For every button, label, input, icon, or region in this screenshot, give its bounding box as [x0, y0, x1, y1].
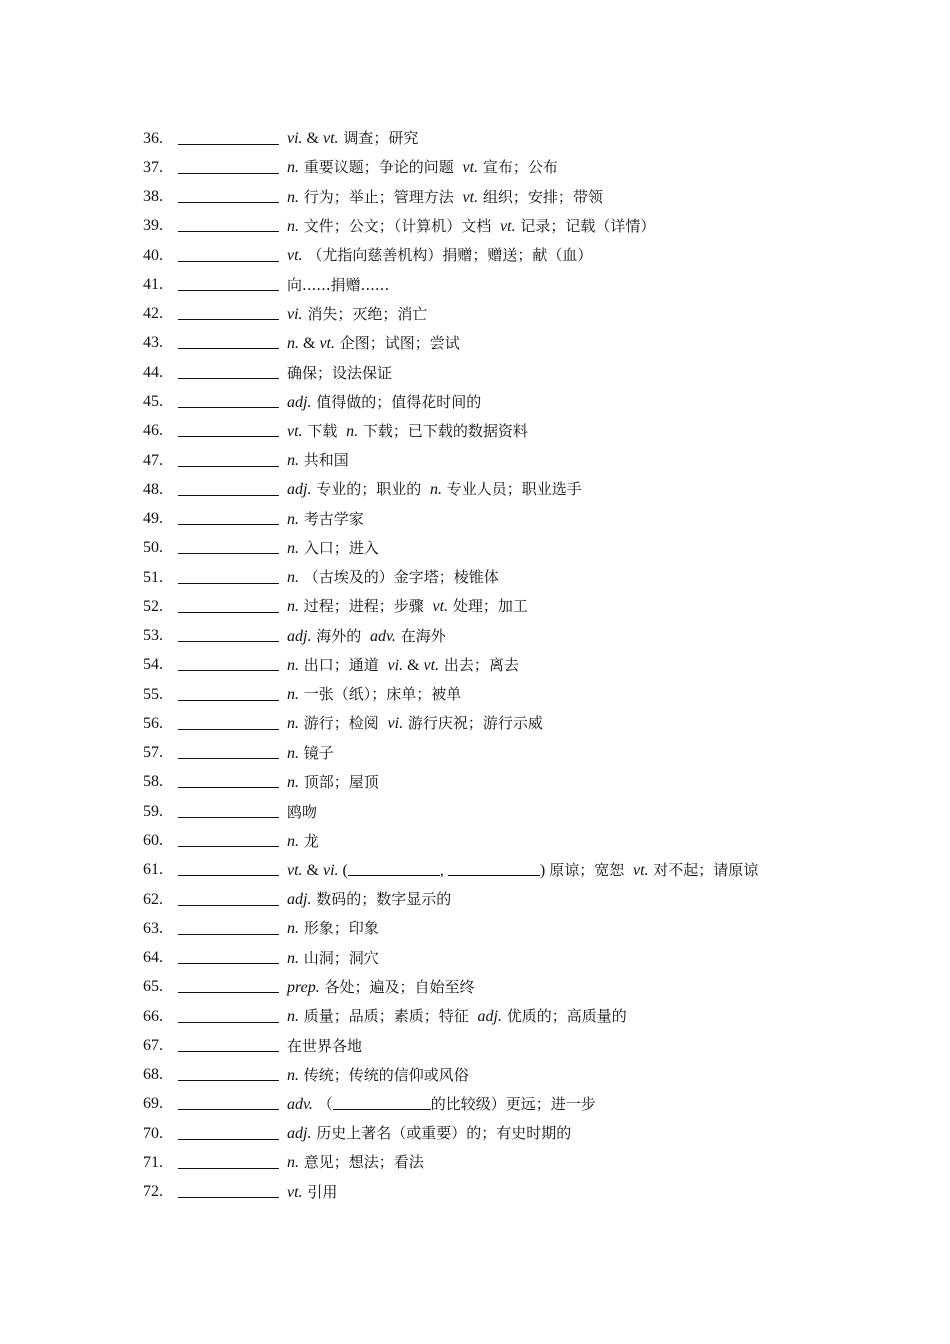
item-number: 60.	[143, 832, 163, 849]
definition-text: 游行庆祝；游行示威	[403, 714, 543, 733]
answer-blank[interactable]	[178, 216, 279, 232]
vocab-item	[143, 329, 923, 358]
vocab-item	[143, 914, 923, 943]
inline-answer-blank[interactable]	[333, 1094, 431, 1110]
item-number: 40.	[143, 246, 163, 264]
item-number: 57.	[143, 744, 163, 762]
part-of-speech: vi.	[287, 305, 303, 323]
part-of-speech: n.	[287, 598, 299, 616]
definition-text: 行为；举止；管理方法	[299, 187, 459, 206]
definition	[287, 713, 543, 734]
vocab-item	[143, 973, 923, 1002]
definition-text: 传统；传统的信仰或风俗	[299, 1065, 469, 1084]
definition-text: 企图；试图；尝试	[335, 333, 460, 352]
item-number: 41.	[143, 275, 163, 293]
definition-text: ,	[439, 862, 448, 880]
definition-text: 记录；记载（详情）	[515, 216, 656, 235]
definition-text: 山洞；洞穴	[299, 948, 379, 967]
vocab-item	[143, 417, 923, 446]
item-number: 70.	[143, 1124, 163, 1142]
definition-text: 出口；通道	[299, 655, 384, 674]
answer-blank[interactable]	[178, 129, 279, 145]
part-of-speech: n.	[287, 949, 299, 967]
definition-text: （尤指向慈善机构）捐赠；赠送；献（血）	[302, 246, 593, 265]
part-of-speech: vt.	[287, 247, 303, 265]
item-number: 65.	[143, 978, 163, 996]
answer-blank[interactable]	[178, 421, 279, 437]
definition	[287, 977, 475, 998]
part-of-speech: vt.	[287, 862, 303, 880]
answer-blank[interactable]	[178, 626, 279, 642]
definition-text: )	[539, 862, 550, 880]
vocab-item	[143, 856, 923, 885]
definition	[287, 245, 592, 266]
item-number: 59.	[143, 802, 163, 820]
vocab-item	[143, 768, 923, 797]
definition-text: （古埃及的）金字塔；棱锥体	[299, 568, 499, 587]
part-of-speech: vt.	[287, 422, 303, 440]
item-number: 63.	[143, 919, 163, 937]
vocab-item	[143, 183, 923, 212]
vocab-item	[143, 212, 923, 241]
answer-blank[interactable]	[178, 1094, 279, 1110]
answer-blank[interactable]	[178, 743, 279, 759]
definition-text: 质量；品质；素质；特征	[299, 1007, 474, 1026]
answer-blank[interactable]	[178, 1036, 279, 1052]
definition-text: 各处；遍及；自始至终	[319, 977, 475, 996]
part-of-speech: vi.	[323, 862, 339, 880]
answer-blank[interactable]	[178, 275, 279, 291]
definition-text: 在海外	[395, 626, 446, 645]
answer-blank[interactable]	[178, 246, 279, 262]
part-of-speech: vt.	[323, 130, 339, 148]
vocab-item	[143, 1178, 923, 1207]
answer-blank[interactable]	[178, 714, 279, 730]
answer-blank[interactable]	[178, 538, 279, 554]
answer-blank[interactable]	[178, 919, 279, 935]
item-number: 55.	[143, 685, 163, 703]
definition-text: （	[312, 1095, 333, 1114]
vocab-item	[143, 1119, 923, 1148]
inline-answer-blank[interactable]	[448, 860, 540, 876]
definition-text: 优质的；高质量的	[502, 1007, 627, 1026]
definition	[287, 567, 499, 588]
part-of-speech: n.	[287, 1008, 299, 1026]
item-number: 72.	[143, 1183, 163, 1201]
item-number: 45.	[143, 393, 163, 411]
part-of-speech: n.	[287, 334, 299, 352]
part-of-speech: n.	[342, 422, 359, 440]
definition	[287, 772, 379, 793]
vocab-item	[143, 241, 923, 270]
part-of-speech: n.	[287, 686, 299, 704]
vocab-item	[143, 739, 923, 768]
definition	[287, 596, 528, 617]
part-of-speech: prep.	[287, 978, 320, 996]
item-number: 47.	[143, 451, 163, 469]
part-of-speech: vt.	[628, 862, 649, 880]
definition-text: 重要议题；争论的问题	[299, 158, 459, 177]
answer-blank[interactable]	[178, 509, 279, 525]
vocab-item	[143, 1061, 923, 1090]
definition	[287, 948, 379, 969]
answer-blank[interactable]	[178, 977, 279, 993]
definition	[287, 1036, 362, 1056]
part-of-speech: n.	[287, 773, 299, 791]
answer-blank[interactable]	[178, 831, 279, 847]
item-number: 56.	[143, 714, 163, 732]
definition-text: 处理；加工	[448, 597, 528, 616]
definition-text: 原谅；宽恕	[549, 861, 629, 880]
part-of-speech: adj.	[287, 1125, 312, 1143]
part-of-speech: vt.	[319, 334, 335, 352]
part-of-speech: vt.	[458, 188, 479, 206]
definition	[287, 450, 349, 471]
part-of-speech: n.	[287, 920, 299, 938]
vocab-item	[143, 300, 923, 329]
answer-blank[interactable]	[178, 1065, 279, 1081]
definition-text: 历史上著名（或重要）的；有史时期的	[311, 1124, 572, 1143]
answer-blank[interactable]	[178, 158, 279, 174]
definition-text: 对不起；请原谅	[648, 861, 759, 880]
vocab-item	[143, 446, 923, 475]
answer-blank[interactable]	[178, 1182, 279, 1198]
vocab-item	[143, 709, 923, 738]
part-of-speech: vi.	[287, 130, 303, 148]
answer-blank[interactable]	[178, 392, 279, 408]
definition-text: 下载	[302, 421, 343, 440]
vocab-item	[143, 124, 923, 153]
part-of-speech: n.	[287, 744, 299, 762]
definition	[287, 128, 418, 149]
definition-text: 镜子	[299, 743, 334, 762]
definition	[287, 1065, 469, 1086]
item-number: 42.	[143, 305, 163, 323]
vocab-item	[143, 1002, 923, 1031]
answer-blank[interactable]	[178, 1153, 279, 1169]
item-number: 53.	[143, 627, 163, 645]
definition	[287, 187, 603, 208]
answer-blank[interactable]	[178, 802, 279, 818]
definition-text: 值得做的；值得花时间的	[311, 392, 482, 411]
vocabulary-list	[143, 124, 923, 1207]
definition-text: 在世界各地	[287, 1036, 363, 1055]
definition-text: 确保；设法保证	[287, 363, 393, 382]
item-number: 49.	[143, 510, 163, 528]
definition-text: 形象；印象	[299, 919, 379, 938]
definition-text: &	[299, 334, 320, 352]
answer-blank[interactable]	[178, 1124, 279, 1140]
definition-text: &	[302, 862, 323, 880]
answer-blank[interactable]	[178, 451, 279, 467]
definition	[287, 216, 655, 237]
definition-text: 下载；已下载的数据资料	[358, 421, 528, 440]
part-of-speech: vi.	[383, 715, 404, 733]
item-number: 67.	[143, 1036, 163, 1054]
vocab-item	[143, 826, 923, 855]
definition-text: 海外的	[311, 626, 366, 645]
definition	[287, 363, 392, 383]
vocab-item	[143, 534, 923, 563]
answer-blank[interactable]	[178, 772, 279, 788]
item-number: 71.	[143, 1153, 163, 1171]
item-number: 52.	[143, 597, 163, 615]
definition-text: 数码的；数字显示的	[311, 890, 452, 909]
definition-text: 的比较级）更远；进一步	[430, 1095, 596, 1114]
part-of-speech: n.	[426, 481, 442, 499]
definition	[287, 802, 317, 822]
definition	[287, 392, 481, 413]
definition-text: 过程；进程；步骤	[299, 597, 429, 616]
item-number: 58.	[143, 773, 163, 791]
part-of-speech: n.	[287, 569, 299, 587]
vocab-item	[143, 153, 923, 182]
definition-text: 专业人员；职业选手	[442, 480, 582, 499]
definition	[287, 831, 319, 852]
vocab-item	[143, 475, 923, 504]
definition-text: 专业的；职业的	[311, 480, 426, 499]
definition	[287, 1093, 596, 1115]
item-number: 50.	[143, 539, 163, 557]
item-number: 51.	[143, 568, 163, 586]
vocab-item	[143, 651, 923, 680]
part-of-speech: n.	[287, 217, 299, 235]
definition	[287, 859, 758, 881]
vocab-item	[143, 680, 923, 709]
vocab-item	[143, 622, 923, 651]
definition-text: 共和国	[299, 451, 349, 470]
item-number: 36.	[143, 129, 163, 147]
vocab-item	[143, 943, 923, 972]
definition	[287, 1182, 337, 1203]
definition-text: 龙	[299, 831, 319, 850]
vocab-item	[143, 358, 923, 387]
answer-blank[interactable]	[178, 860, 279, 876]
definition-text: 引用	[302, 1182, 338, 1201]
definition-text: 意见；想法；看法	[299, 1153, 424, 1172]
definition-text: &	[403, 656, 424, 674]
definition	[287, 1152, 424, 1173]
answer-blank[interactable]	[178, 480, 279, 496]
part-of-speech: n.	[287, 539, 299, 557]
inline-answer-blank[interactable]	[348, 860, 440, 876]
item-number: 38.	[143, 188, 163, 206]
answer-blank[interactable]	[178, 333, 279, 349]
part-of-speech: vt.	[287, 1183, 303, 1201]
part-of-speech: vt.	[496, 217, 516, 235]
part-of-speech: n.	[287, 832, 299, 850]
part-of-speech: vi.	[383, 656, 404, 674]
definition-text: 鸥吻	[287, 802, 318, 821]
part-of-speech: n.	[287, 1066, 299, 1084]
item-number: 54.	[143, 656, 163, 674]
part-of-speech: n.	[287, 159, 299, 177]
answer-blank[interactable]	[178, 304, 279, 320]
definition	[287, 684, 461, 705]
part-of-speech: adj.	[287, 393, 312, 411]
definition-text: 考古学家	[299, 509, 364, 528]
definition	[287, 304, 427, 325]
definition-text: 消失；灭绝；消亡	[302, 304, 428, 323]
answer-blank[interactable]	[178, 655, 279, 671]
item-number: 68.	[143, 1066, 163, 1084]
definition-text: 入口；进入	[299, 538, 379, 557]
answer-blank[interactable]	[178, 568, 279, 584]
definition	[287, 333, 460, 354]
answer-blank[interactable]	[178, 1007, 279, 1023]
definition-text: 出去；离去	[439, 655, 519, 674]
part-of-speech: vt.	[458, 159, 479, 177]
part-of-speech: n.	[287, 188, 299, 206]
definition	[287, 655, 519, 676]
part-of-speech: adv.	[287, 1096, 313, 1114]
definition-text: &	[302, 130, 323, 148]
item-number: 46.	[143, 422, 163, 440]
vocab-item	[143, 592, 923, 621]
definition	[287, 1006, 627, 1027]
definition-text: 向......捐赠......	[287, 275, 390, 294]
definition	[287, 421, 528, 442]
item-number: 44.	[143, 363, 163, 381]
part-of-speech: n.	[287, 510, 299, 528]
item-number: 61.	[143, 861, 163, 879]
part-of-speech: vt.	[428, 598, 449, 616]
part-of-speech: n.	[287, 1154, 299, 1172]
vocab-item	[143, 563, 923, 592]
item-number: 66.	[143, 1007, 163, 1025]
answer-blank[interactable]	[178, 187, 279, 203]
vocab-item	[143, 270, 923, 299]
vocab-item	[143, 387, 923, 416]
definition-text: 一张（纸）；床单；被单	[299, 685, 462, 704]
definition-text: 游行；检阅	[299, 714, 384, 733]
definition	[287, 889, 451, 910]
definition-text: 宣布；公布	[478, 158, 558, 177]
definition-text: 文件；公文；（计算机）文档	[299, 216, 497, 235]
answer-blank[interactable]	[178, 890, 279, 906]
answer-blank[interactable]	[178, 597, 279, 613]
part-of-speech: adj.	[473, 1008, 502, 1026]
definition	[287, 626, 446, 647]
vocab-item	[143, 504, 923, 533]
definition-text: 顶部；屋顶	[299, 772, 379, 791]
definition	[287, 509, 364, 530]
item-number: 39.	[143, 217, 163, 235]
definition	[287, 479, 582, 500]
vocab-item	[143, 797, 923, 826]
part-of-speech: n.	[287, 715, 299, 733]
definition	[287, 1123, 571, 1144]
item-number: 64.	[143, 949, 163, 967]
answer-blank[interactable]	[178, 685, 279, 701]
item-number: 43.	[143, 334, 163, 352]
part-of-speech: adj.	[287, 891, 312, 909]
part-of-speech: n.	[287, 656, 299, 674]
part-of-speech: n.	[287, 452, 299, 470]
answer-blank[interactable]	[178, 363, 279, 379]
part-of-speech: vt.	[423, 656, 440, 674]
definition-text: (	[338, 862, 348, 880]
vocab-item	[143, 1031, 923, 1060]
definition	[287, 157, 558, 178]
item-number: 69.	[143, 1095, 163, 1113]
part-of-speech: adv.	[366, 627, 396, 645]
item-number: 48.	[143, 480, 163, 498]
definition	[287, 918, 379, 939]
vocab-item	[143, 1148, 923, 1177]
definition	[287, 538, 379, 559]
vocab-item	[143, 1090, 923, 1119]
item-number: 37.	[143, 158, 163, 176]
definition	[287, 743, 334, 764]
definition-text: 组织；安排；带领	[478, 187, 603, 206]
item-number: 62.	[143, 890, 163, 908]
vocab-item	[143, 885, 923, 914]
part-of-speech: adj.	[287, 481, 312, 499]
definition-text: 调查；研究	[338, 129, 419, 148]
definition	[287, 275, 389, 295]
part-of-speech: adj.	[287, 627, 312, 645]
answer-blank[interactable]	[178, 948, 279, 964]
